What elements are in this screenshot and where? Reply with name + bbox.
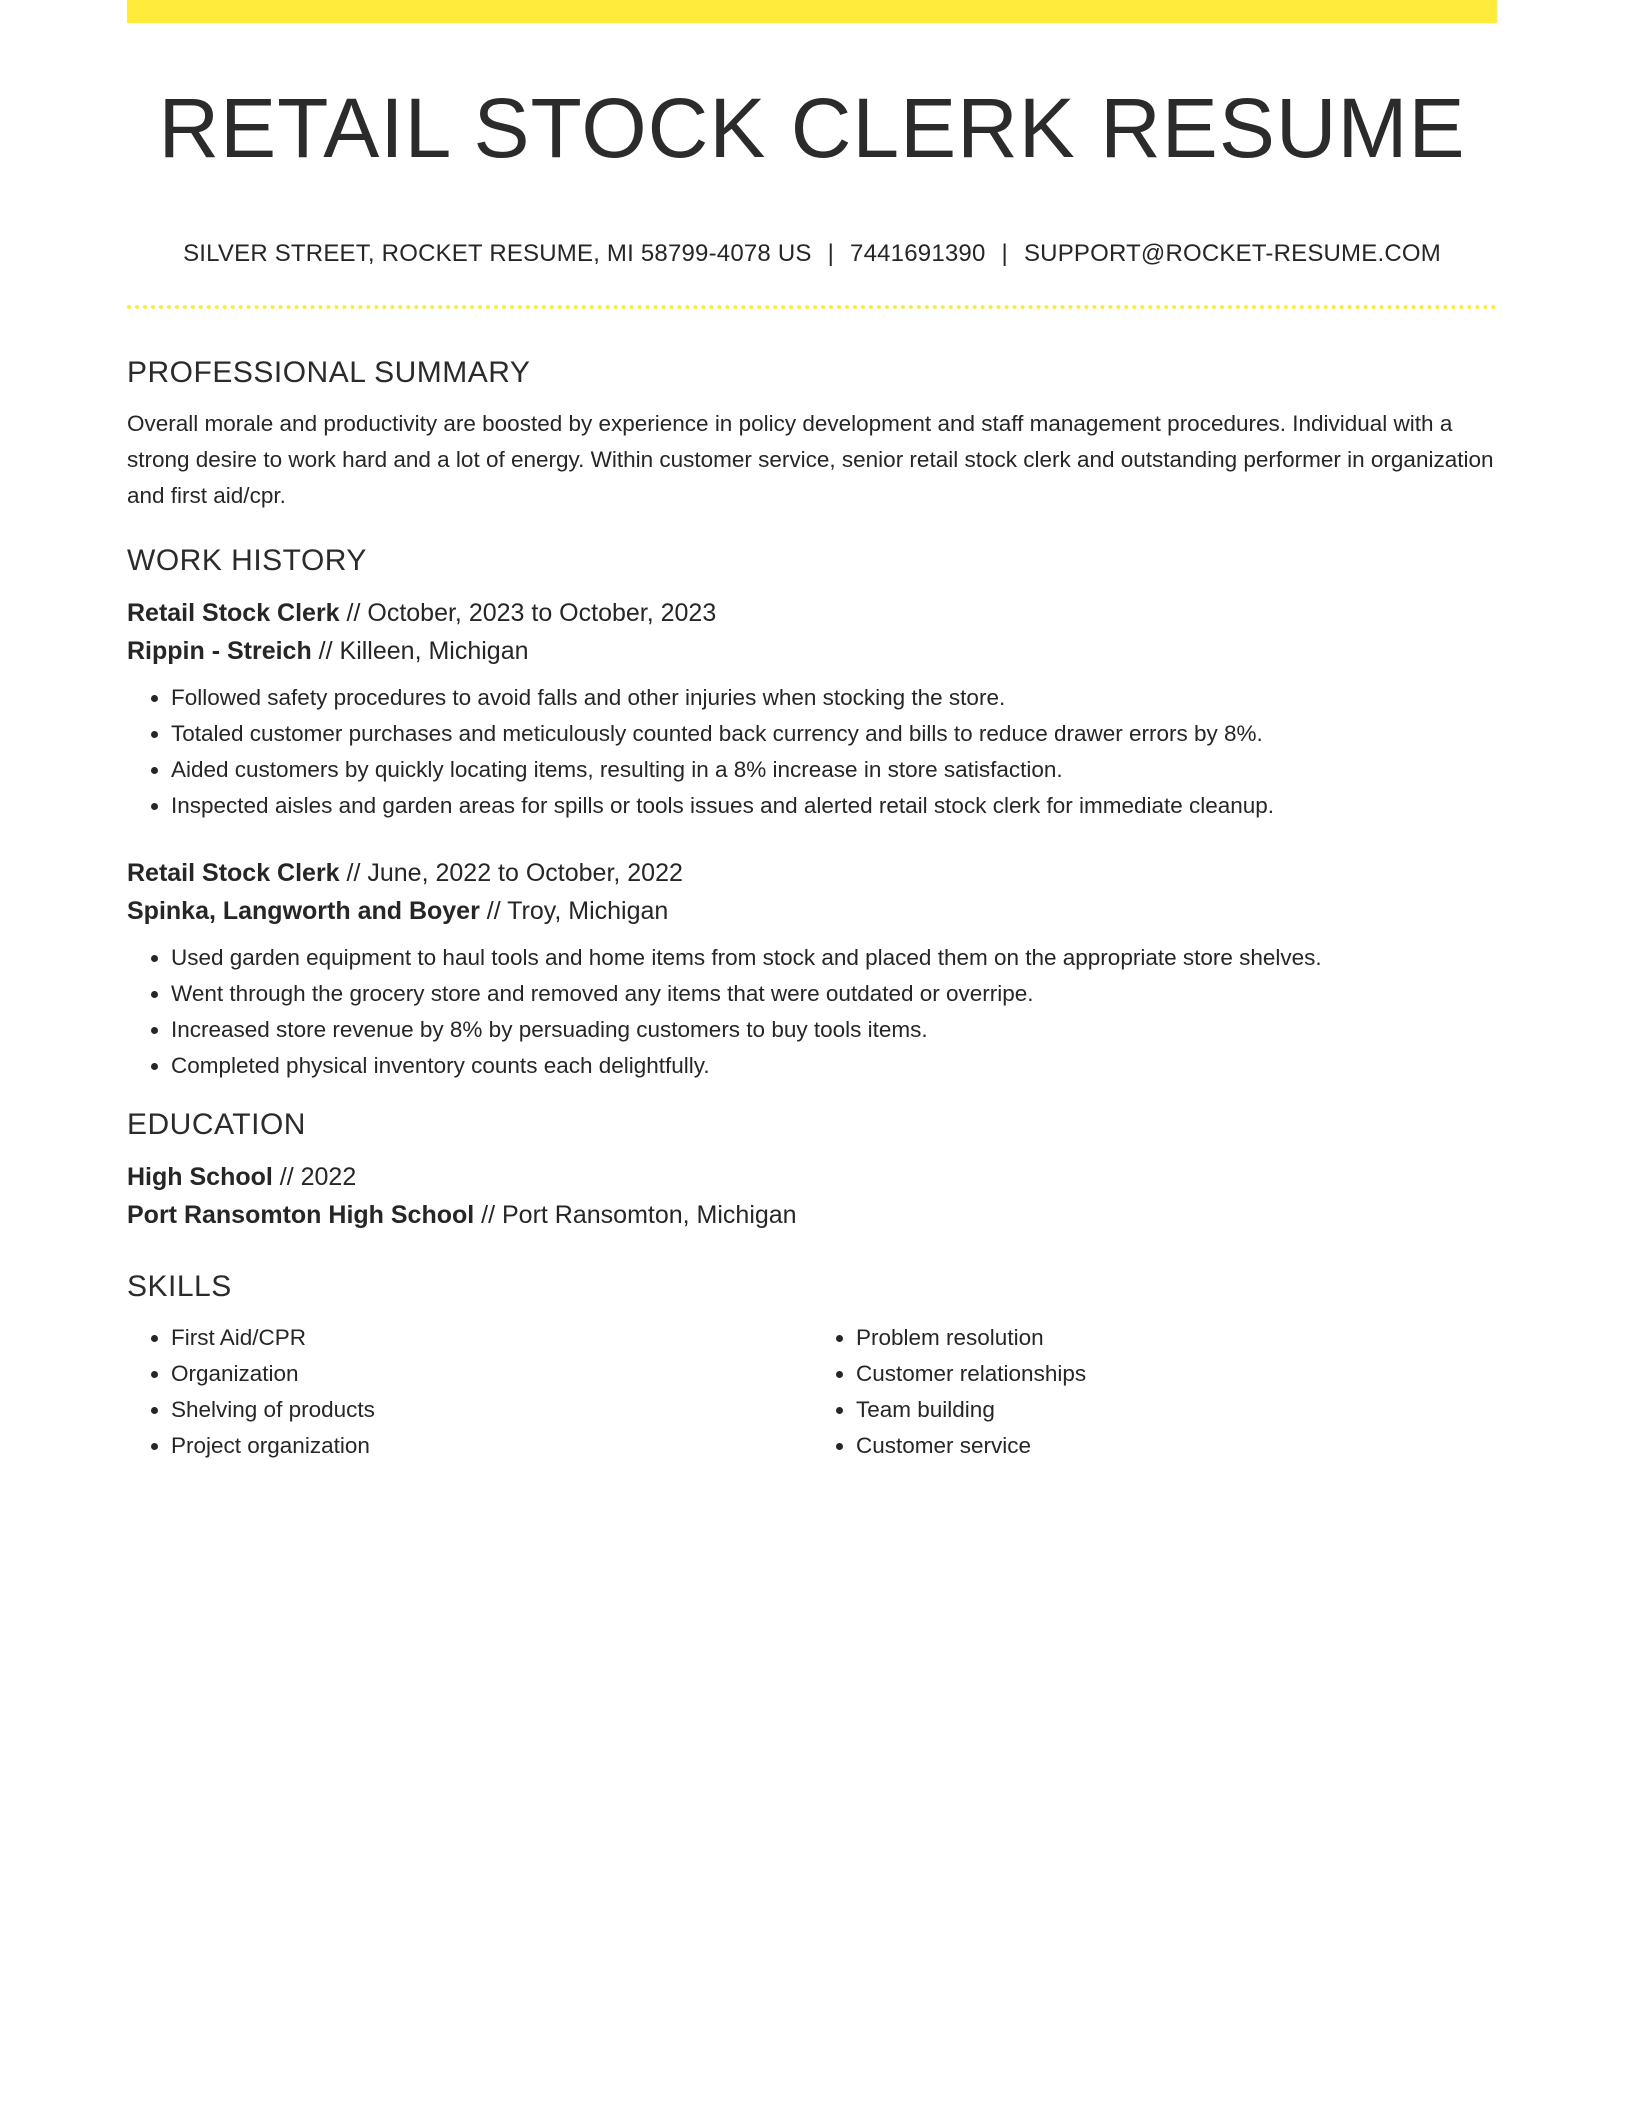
resume-title: RETAIL STOCK CLERK RESUME bbox=[158, 81, 1466, 175]
job-bullet: • Went through the grocery store and removed any items that were outdated or overripe. bbox=[171, 976, 1497, 1012]
skill-item: • Problem resolution bbox=[856, 1320, 1497, 1356]
address: SILVER STREET, ROCKET RESUME, MI 58799-4078 US bbox=[183, 240, 812, 267]
degree-line bbox=[127, 1158, 1497, 1196]
job-bullet: • Totaled customer purchases and meticulously counted back currency and bills to reduce drawer errors by 8%. bbox=[171, 716, 1497, 752]
skill-item: • Project organization bbox=[171, 1428, 812, 1464]
job-bullet: • Followed safety procedures to avoid falls and other injuries when stocking the store. bbox=[171, 680, 1497, 716]
job-bullets bbox=[127, 940, 1497, 1084]
job-role: Retail Stock Clerk bbox=[127, 859, 340, 887]
job-bullet: • Increased store revenue by 8% by persuading customers to buy tools items. bbox=[171, 1012, 1497, 1048]
job-bullet: • Completed physical inventory counts each delightfully. bbox=[171, 1048, 1497, 1084]
degree: High School bbox=[127, 1163, 273, 1191]
job-dates: // October, 2023 to October, 2023 bbox=[339, 599, 717, 627]
job-entry bbox=[127, 594, 1497, 824]
resume-body bbox=[127, 350, 1497, 1464]
skill-item: • Shelving of products bbox=[171, 1392, 812, 1428]
summary-heading: PROFESSIONAL SUMMARY bbox=[127, 356, 531, 389]
job-location: // Killeen, Michigan bbox=[311, 637, 529, 665]
job-location: // Troy, Michigan bbox=[479, 897, 669, 925]
job-title-line bbox=[127, 594, 1497, 632]
job-title-line bbox=[127, 854, 1497, 892]
skill-item: • Customer relationships bbox=[856, 1356, 1497, 1392]
contact-line bbox=[127, 236, 1497, 272]
education-heading: EDUCATION bbox=[127, 1108, 306, 1141]
job-role: Retail Stock Clerk bbox=[127, 599, 340, 627]
skills-heading: SKILLS bbox=[127, 1270, 232, 1303]
job-company-line bbox=[127, 892, 1497, 930]
skill-item: • Organization bbox=[171, 1356, 812, 1392]
job-bullet: • Aided customers by quickly locating items, resulting in a 8% increase in store satisfaction. bbox=[171, 752, 1497, 788]
skills-list bbox=[127, 1320, 1497, 1464]
separator: | bbox=[1001, 240, 1008, 267]
skill-item: • Customer service bbox=[856, 1428, 1497, 1464]
school-line bbox=[127, 1196, 1497, 1234]
job-company-line bbox=[127, 632, 1497, 670]
dotted-divider bbox=[127, 305, 1497, 309]
education-year: // 2022 bbox=[272, 1163, 357, 1191]
school-name: Port Ransomton High School bbox=[127, 1201, 475, 1229]
job-bullet: • Used garden equipment to haul tools and home items from stock and placed them on the appropriate store shelves. bbox=[171, 940, 1497, 976]
job-company: Rippin - Streich bbox=[127, 637, 312, 665]
work-history-heading: WORK HISTORY bbox=[127, 544, 367, 577]
skills-column-right bbox=[812, 1320, 1497, 1464]
job-entry bbox=[127, 854, 1497, 1084]
summary-text: Overall morale and productivity are boosted by experience in policy development and staff management procedures. Individual with a strong desire to work hard and a lot of energy. Within customer service, senior retail stock clerk and outstanding performer in organization and first aid/cpr. bbox=[127, 411, 1494, 508]
job-company: Spinka, Langworth and Boyer bbox=[127, 897, 480, 925]
separator: | bbox=[827, 240, 835, 267]
skill-item: • Team building bbox=[856, 1392, 1497, 1428]
accent-bar bbox=[127, 0, 1497, 23]
phone: 7441691390 bbox=[850, 240, 986, 267]
skills-column-left bbox=[127, 1320, 812, 1464]
education-entry bbox=[127, 1158, 1497, 1234]
skill-item: • First Aid/CPR bbox=[171, 1320, 812, 1356]
school-location: // Port Ransomton, Michigan bbox=[474, 1201, 797, 1229]
job-bullets bbox=[127, 680, 1497, 824]
job-bullet: • Inspected aisles and garden areas for spills or tools issues and alerted retail stock clerk for immediate cleanup. bbox=[171, 788, 1497, 824]
job-dates: // June, 2022 to October, 2022 bbox=[339, 859, 683, 887]
email: SUPPORT@ROCKET-RESUME.COM bbox=[1023, 240, 1441, 267]
